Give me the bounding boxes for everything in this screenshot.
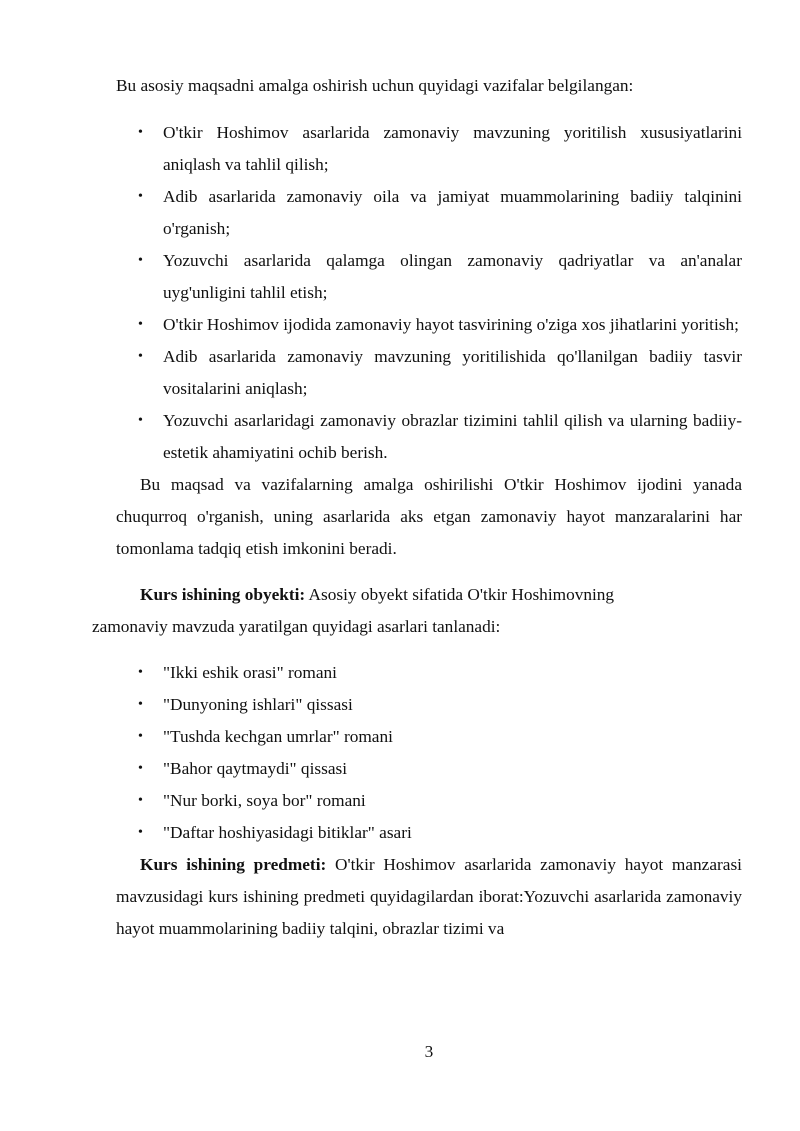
works-list [116,657,742,849]
bullet-icon: • [138,253,143,268]
summary-paragraph: Bu maqsad va vazifalarning amalga oshirilishi O'tkir Hoshimov ijodini yanada chuqurroq o'rganish, uning asarlarida aks etgan zamonaviy hayot manzaralarini har tomonlama tadqiq etish imkonini beradi. [116,475,742,558]
work-title: "Dunyoning ishlari" qissasi [163,695,353,714]
bullet-icon: • [138,665,143,680]
object-label: Kurs ishining obyekti: [140,585,306,604]
task-text: Yozuvchi asarlaridagi zamonaviy obrazlar tizimini tahlil qilish va ularning badiiy-estetik ahamiyatini ochib berish. [163,411,742,462]
list-item [116,657,742,689]
bullet-icon: • [138,125,143,140]
list-item [116,817,742,849]
list-item [116,721,742,753]
list-item [116,689,742,721]
subject-paragraph [116,849,742,945]
subject-label: Kurs ishining predmeti: [140,855,327,874]
object-text-line1: Asosiy obyekt sifatida O'tkir Hoshimovning [305,585,615,604]
bullet-icon: • [138,349,143,364]
document-page [92,70,742,945]
page-number: 3 [424,1042,434,1061]
bullet-icon: • [138,825,143,840]
object-paragraph [92,579,742,643]
bullet-icon: • [138,317,143,332]
list-item [116,785,742,817]
list-item [116,309,742,341]
task-text: Yozuvchi asarlarida qalamga olingan zamonaviy qadriyatlar va an'analar uyg'unligini tahlil etish; [163,251,742,302]
list-item [116,117,742,181]
subject-text: O'tkir Hoshimov asarlarida zamonaviy hayot manzarasi mavzusidagi kurs ishining predmeti quyidagilardan iborat:Yozuvchi asarlarida zamonaviy hayot muammolarining badiiy talqini, obrazlar tizimi va [116,855,742,938]
list-item [116,341,742,405]
bullet-icon: • [138,697,143,712]
bullet-icon: • [138,413,143,428]
list-item [116,245,742,309]
work-title: "Nur borki, soya bor" romani [163,791,366,810]
bullet-icon: • [138,761,143,776]
work-title: "Daftar hoshiyasidagi bitiklar" asari [163,823,412,842]
object-text-line2: zamonaviy mavzuda yaratilgan quyidagi asarlari tanlanadi: [92,617,501,636]
task-text: O'tkir Hoshimov asarlarida zamonaviy mavzuning yoritilish xususiyatlarini aniqlash va tahlil qilish; [163,123,742,174]
bullet-icon: • [138,793,143,808]
task-text: O'tkir Hoshimov ijodida zamonaviy hayot tasvirining o'ziga xos jihatlarini yoritish; [163,315,739,334]
work-title: "Ikki eshik orasi" romani [163,663,337,682]
list-item [116,405,742,469]
list-item [116,181,742,245]
bullet-icon: • [138,189,143,204]
task-text: Adib asarlarida zamonaviy mavzuning yoritilishida qo'llanilgan badiiy tasvir vositalarini aniqlash; [163,347,742,398]
work-title: "Tushda kechgan umrlar" romani [163,727,393,746]
work-title: "Bahor qaytmaydi" qissasi [163,759,348,778]
tasks-list [116,117,742,469]
list-item [116,753,742,785]
intro-paragraph: Bu asosiy maqsadni amalga oshirish uchun quyidagi vazifalar belgilangan: [116,76,634,95]
bullet-icon: • [138,729,143,744]
task-text: Adib asarlarida zamonaviy oila va jamiyat muammolarining badiiy talqinini o'rganish; [163,187,742,238]
